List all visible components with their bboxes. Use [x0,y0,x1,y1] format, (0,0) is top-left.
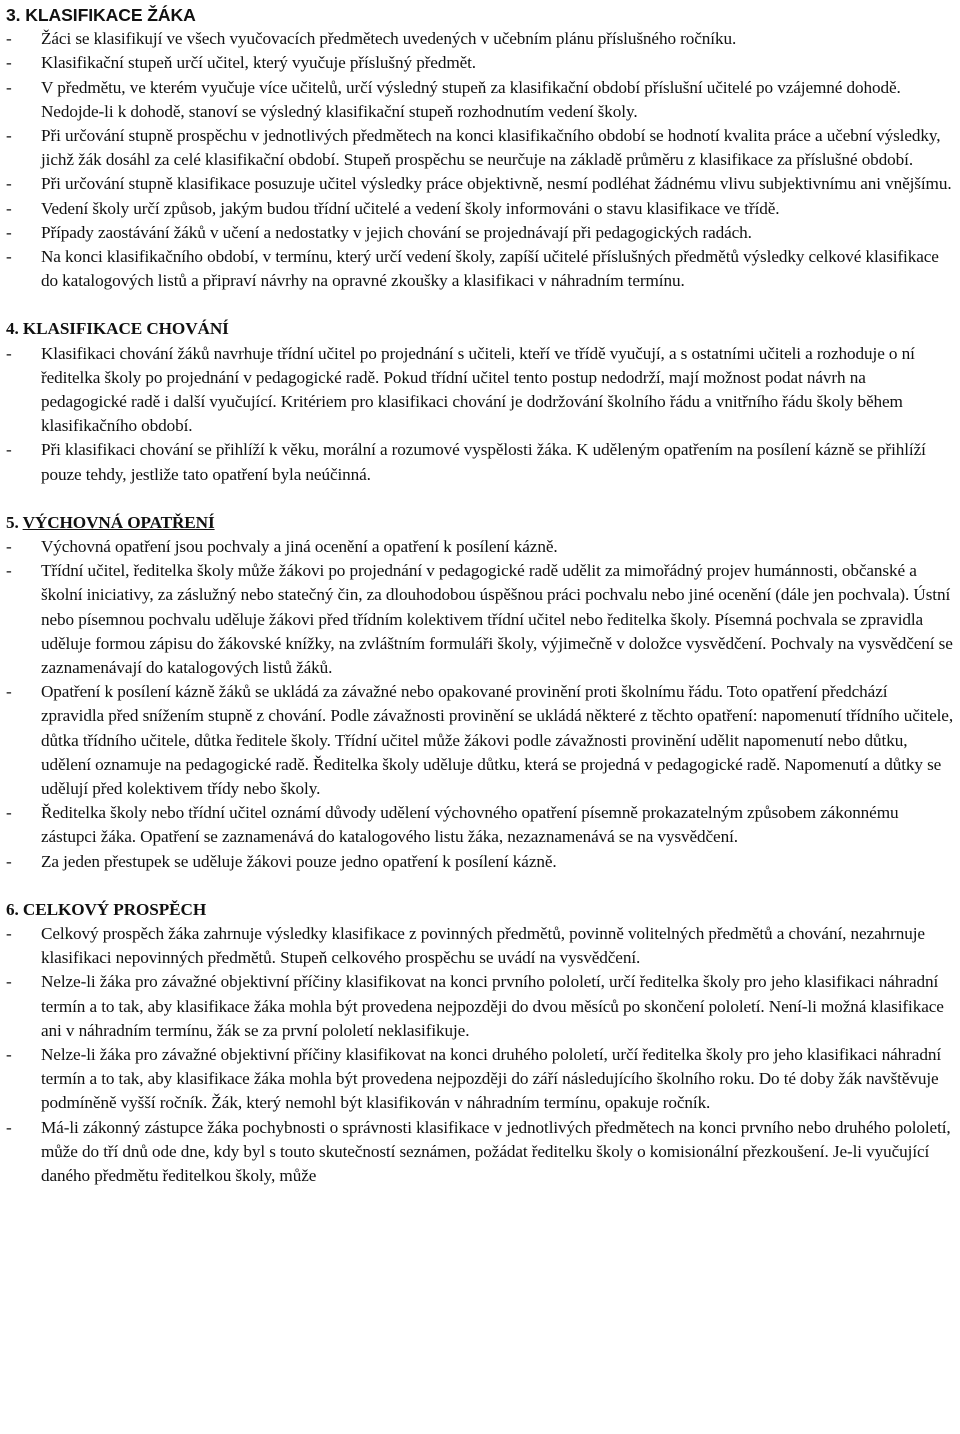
dash-bullet: - [6,440,12,460]
dash-bullet: - [6,924,12,944]
dash-bullet: - [6,126,12,145]
section-heading [6,898,954,922]
list-item-text: Nelze-li žáka pro závažné objektivní příčiny klasifikovat na konci prvního pololetí, určí ředitelka školy pro jeho klasifikaci náhradní termín a to tak, aby klasifikace žáka mohla být provedena nejpozději do dvou měsíců po skončení pololetí. Není-li možná klasifikace ani v náhradním termínu, žák se za první pololetí neklasifikuje. [41,972,944,1040]
list-item-text: Výchovná opatření jsou pochvaly a jiná ocenění a opatření k posílení kázně. [41,537,558,557]
list-item-text: Třídní učitel, ředitelka školy může žákovi po projednání v pedagogické radě udělit za mimořádný projev humánnosti, občanské a školní iniciativy, za záslužný nebo statečný čin, za dlouhodobou úspěšnou práci pochvalu nebo jiné ocenění (dále jen pochvala). Ústní nebo písemnou pochvalu uděluje žákovi před třídním kolektivem třídní učitel nebo ředitelka školy. Písemná pochvala se zpravidla uděluje formou zápisu do žákovské knížky, na zvláštním formuláři školy, výjimečně v doložce vysvědčení. Pochvaly na vysvědčení se zaznamenávají do katalogových listů žáků. [41,561,953,678]
list-item [6,27,954,51]
list-item [6,172,954,196]
list-item-text: Na konci klasifikačního období, v termínu, který určí vedení školy, zapíší učitelé příslušných předmětů výsledky celkové klasifikace do katalogových listů a připraví návrhy na opravné zkoušky a klasifikaci v náhradním termínu. [41,247,939,291]
list-item-text: Nelze-li žáka pro závažné objektivní příčiny klasifikovat na konci druhého pololetí, určí ředitelka školy pro jeho klasifikaci náhradní termín a to tak, aby klasifikace žáka mohla být provedena nejpozději do září následujícího školního roku. Do té doby žák navštěvuje podmíněně vyšší ročník. Žák, který nemohl být klasifikován v náhradním termínu, opakuje ročník. [41,1045,941,1113]
dash-bullet: - [6,247,12,267]
list-item-text: Žáci se klasifikují ve všech vyučovacích předmětech uvedených v učebním plánu příslušného ročníku. [41,29,737,49]
section-title: KLASIFIKACE ŽÁKA [25,5,196,25]
list-item [6,197,954,221]
section-title: CELKOVÝ PROSPĚCH [22,899,207,919]
list-item-text: V předmětu, ve kterém vyučuje více učitelů, určí výsledný stupeň za klasifikační období příslušní učitelé po vzájemné dohodě. Nedojde-li k dohodě, stanoví se výsledný klasifikační stupeň rozhodnutím vedení školy. [41,77,901,121]
section-vychovna-opatreni [6,511,954,874]
list-item-text: Při určování stupně prospěchu v jednotlivých předmětech na konci klasifikačního období se hodnotí kvalita práce a učební výsledky, jichž žák dosáhl za celé klasifikační období. Stupeň prospěchu se neurčuje na základě průměru z klasifikace za příslušné období. [41,126,941,170]
section-number: 3. [6,5,21,25]
bullet-list [6,535,954,874]
list-item-text: Případy zaostávání žáků v učení a nedostatky v jejich chování se projednávají při pedagogických radách. [41,222,752,242]
list-item [6,51,954,75]
dash-bullet: - [6,53,12,73]
section-klasifikace-zaka [6,3,954,293]
section-klasifikace-chovani [6,317,954,486]
dash-bullet: - [6,537,12,557]
list-item [6,922,954,970]
bullet-list [6,922,954,1188]
list-item [6,1116,954,1189]
section-heading [6,511,954,535]
bullet-list [6,27,954,293]
section-number: 5. [6,512,19,532]
dash-bullet: - [6,77,12,97]
dash-bullet: - [6,682,12,702]
dash-bullet: - [6,851,12,871]
list-item [6,680,954,801]
list-item [6,850,954,874]
list-item-text: Při určování stupně klasifikace posuzuje učitel výsledky práce objektivně, nesmí podléhat žádnému vlivu subjektivnímu ani vnějšímu. [41,174,952,194]
dash-bullet: - [6,1117,12,1137]
section-title: KLASIFIKACE CHOVÁNÍ [22,319,229,339]
section-title: VÝCHOVNÁ OPATŘENÍ [22,512,215,532]
section-heading [6,317,954,341]
list-item-text: Celkový prospěch žáka zahrnuje výsledky klasifikace z povinných předmětů, povinně volitelných předmětů a chování, nezahrnuje klasifikaci nepovinných předmětů. Stupeň celkového prospěchu se uvádí na vysvědčení. [41,924,925,968]
dash-bullet: - [6,222,12,242]
list-item [6,245,954,293]
section-celkovy-prospech [6,898,954,1188]
list-item-text: Klasifikaci chování žáků navrhuje třídní učitel po projednání s učiteli, kteří ve třídě vyučují, a s ostatními učiteli a rozhoduje o ní ředitelka školy po projednání v pedagogické radě. Pokud třídní učitel tento postup nedodrží, mají možnost podat návrh na pedagogické radě i další vyučující. Kritériem pro klasifikaci chování je dodržování školního řádu a vnitřního řádu školy během klasifikačního období. [41,343,915,436]
list-item [6,124,954,172]
dash-bullet: - [6,29,12,49]
list-item-text: Vedení školy určí způsob, jakým budou třídní učitelé a vedení školy informováni o stavu klasifikace ve třídě. [41,198,780,218]
list-item [6,535,954,559]
dash-bullet: - [6,803,12,823]
list-item-text: Má-li zákonný zástupce žáka pochybnosti o správnosti klasifikace v jednotlivých předmětech na konci prvního nebo druhého pololetí, může do tří dnů ode dne, kdy byl s touto skutečností seznámen, požádat ředitelku školy o komisionální přezkoušení. Je-li vyučující daného předmětu ředitelkou školy, může [41,1117,951,1186]
dash-bullet: - [6,174,12,194]
list-item-text: Za jeden přestupek se uděluje žákovi pouze jedno opatření k posílení kázně. [41,851,557,871]
dash-bullet: - [6,1045,12,1065]
section-number: 6. [6,899,19,919]
list-item-text: Klasifikační stupeň určí učitel, který vyučuje příslušný předmět. [41,53,477,73]
list-item [6,1043,954,1116]
list-item [6,559,954,680]
section-heading [6,3,954,27]
list-item [6,342,954,439]
list-item [6,221,954,245]
list-item [6,438,954,486]
list-item [6,970,954,1043]
list-item [6,76,954,124]
dash-bullet: - [6,198,12,218]
list-item-text: Opatření k posílení kázně žáků se ukládá za závažné nebo opakované provinění proti školnímu řádu. Toto opatření předchází zpravidla před snížením stupně z chování. Podle závažnosti provinění se ukládá některé z těchto opatření: napomenutí třídního učitele, důtka třídního učitele, důtka ředitele školy. Třídní učitel může žákovi podle závažnosti provinění udělit napomenutí nebo důtku, udělení oznamuje na pedagogické radě. Ředitelka školy uděluje důtku, která se projedná v pedagogické radě. Napomenutí a důtky se udělují před kolektivem třídy nebo školy. [41,682,954,799]
list-item-text: Ředitelka školy nebo třídní učitel oznámí důvody udělení výchovného opatření písemně prokazatelným způsobem zákonnému zástupci žáka. Opatření se zaznamenává do katalogového listu žáka, nezaznamenává se na vysvědčení. [41,803,899,847]
dash-bullet: - [6,343,12,363]
list-item-text: Při klasifikaci chování se přihlíží k věku, morální a rozumové vyspělosti žáka. K uděleným opatřením na posílení kázně se přihlíží pouze tehdy, jestliže tato opatření byla neúčinná. [41,440,926,484]
section-number: 4. [6,319,19,339]
dash-bullet: - [6,561,12,581]
dash-bullet: - [6,972,12,992]
list-item [6,801,954,849]
bullet-list [6,342,954,487]
